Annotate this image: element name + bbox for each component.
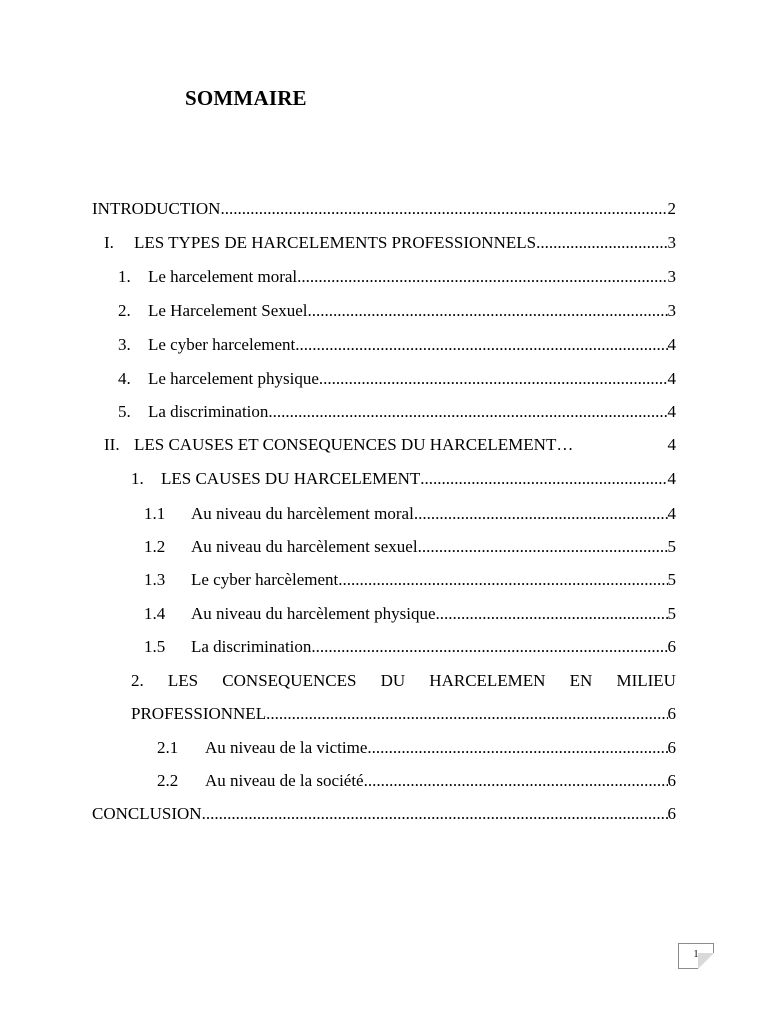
dot-leader xyxy=(338,568,667,592)
toc-page-number: 4 xyxy=(667,504,676,523)
toc-entry-part-1-item-5[interactable] xyxy=(118,400,676,424)
toc-page-number: 6 xyxy=(667,704,676,723)
dot-leader xyxy=(297,265,667,289)
footer-page-number-text: 1 xyxy=(693,949,699,960)
dot-leader xyxy=(266,702,667,726)
toc-label: Le Harcelement Sexuel xyxy=(148,301,308,320)
dot-leader xyxy=(414,502,668,526)
toc-number: 2.2 xyxy=(157,771,179,790)
toc-label-word: CONSEQUENCES xyxy=(222,671,357,690)
toc-label: Au niveau de la société xyxy=(205,771,364,790)
toc-page-number: 6 xyxy=(667,771,676,790)
toc-label: LES TYPES DE HARCELEMENTS PROFESSIONNELS xyxy=(134,233,537,252)
toc-entry-part-2-section-2[interactable] xyxy=(131,669,676,693)
toc-label: Au niveau du harcèlement sexuel xyxy=(191,537,418,556)
dot-leader xyxy=(220,197,667,221)
toc-page-number: 5 xyxy=(667,570,676,589)
toc-entry-part-1-item-4[interactable] xyxy=(118,367,676,391)
toc-label-word: EN xyxy=(569,671,593,690)
toc-number: 1.5 xyxy=(144,637,166,656)
toc-label: Le harcelement physique xyxy=(148,369,319,388)
toc-entry-part-1-item-1[interactable] xyxy=(118,265,676,289)
toc-page-number: 4 xyxy=(667,469,676,488)
dot-leader xyxy=(268,400,667,424)
toc-page-number: 6 xyxy=(667,637,676,656)
footer-page-number xyxy=(678,943,714,969)
toc-entry-1-3[interactable] xyxy=(144,568,676,592)
toc-label: PROFESSIONNEL xyxy=(131,704,267,723)
toc-entry-introduction[interactable] xyxy=(92,197,676,221)
toc-entry-1-1[interactable] xyxy=(144,502,676,526)
toc-page-number: 3 xyxy=(667,233,676,252)
dot-leader xyxy=(311,635,667,659)
toc-label-word: DU xyxy=(380,671,406,690)
toc-number: I. xyxy=(104,233,114,252)
toc-label: Le cyber harcelement xyxy=(148,335,296,354)
toc-entry-2-1[interactable] xyxy=(157,736,676,760)
toc-number: 1.1 xyxy=(144,504,166,523)
toc-label: LES CAUSES DU HARCELEMENT xyxy=(161,469,421,488)
toc-entry-part-1[interactable] xyxy=(104,231,676,255)
toc-entry-conclusion[interactable] xyxy=(92,802,676,826)
toc-number: 1.2 xyxy=(144,537,166,556)
toc-entry-2-2[interactable] xyxy=(157,769,676,793)
dot-leader xyxy=(536,231,667,255)
toc-entry-part-2-section-1[interactable] xyxy=(131,467,676,491)
toc-page-number: 4 xyxy=(667,435,676,454)
toc-number: 2.1 xyxy=(157,738,179,757)
toc-label: Le harcelement moral xyxy=(148,267,298,286)
toc-label: Au niveau du harcèlement physique xyxy=(191,604,436,623)
toc-page-number: 4 xyxy=(667,369,676,388)
toc-label-word: LES xyxy=(167,671,199,690)
dot-leader xyxy=(364,769,668,793)
dot-leader xyxy=(556,433,667,457)
toc-label-word: MILIEU xyxy=(616,671,676,690)
page-title: SOMMAIRE xyxy=(185,86,307,110)
toc-number: 4. xyxy=(118,369,131,388)
toc-entry-1-5[interactable] xyxy=(144,635,676,659)
toc-entry-1-2[interactable] xyxy=(144,535,676,559)
toc-page-number: 2 xyxy=(667,199,676,218)
toc-page-number: 5 xyxy=(667,604,676,623)
toc-number: 5. xyxy=(118,402,131,421)
toc-number: 1.4 xyxy=(144,604,166,623)
toc-page-number: 3 xyxy=(667,267,676,286)
toc-label: INTRODUCTION xyxy=(92,199,221,218)
toc-entry-part-2[interactable] xyxy=(104,433,676,457)
dot-leader xyxy=(202,802,668,826)
toc-number: 3. xyxy=(118,335,131,354)
toc-entry-1-4[interactable] xyxy=(144,602,676,626)
toc-label: LES CAUSES ET CONSEQUENCES DU HARCELEMENT xyxy=(134,435,557,454)
toc-label: Le cyber harcèlement xyxy=(191,570,339,589)
toc-label: CONCLUSION xyxy=(92,804,202,823)
toc-page-number: 5 xyxy=(667,537,676,556)
dot-leader xyxy=(418,535,668,559)
toc-label: La discrimination xyxy=(191,637,312,656)
dot-leader xyxy=(308,299,668,323)
toc-label: Au niveau du harcèlement moral xyxy=(191,504,414,523)
toc-page-number: 4 xyxy=(667,402,676,421)
toc-number: 1. xyxy=(118,267,131,286)
toc-number: II. xyxy=(104,435,120,454)
dot-leader xyxy=(367,736,667,760)
toc-entry-part-2-section-2-cont[interactable] xyxy=(131,702,676,726)
toc-label: La discrimination xyxy=(148,402,269,421)
toc-page-number: 6 xyxy=(667,738,676,757)
toc-label-word: HARCELEMEN xyxy=(429,671,546,690)
dot-leader xyxy=(436,602,668,626)
toc-number: 2. xyxy=(131,671,144,690)
toc-label: Au niveau de la victime xyxy=(205,738,368,757)
toc-entry-part-1-item-2[interactable] xyxy=(118,299,676,323)
toc-page-number: 6 xyxy=(667,804,676,823)
dot-leader xyxy=(319,367,668,391)
toc-page-number: 3 xyxy=(667,301,676,320)
toc-number: 2. xyxy=(118,301,131,320)
toc-entry-part-1-item-3[interactable] xyxy=(118,333,676,357)
toc-page-number: 4 xyxy=(667,335,676,354)
page-curl-icon xyxy=(698,953,714,969)
toc-number: 1. xyxy=(131,469,144,488)
toc-number: 1.3 xyxy=(144,570,166,589)
dot-leader xyxy=(420,467,667,491)
dot-leader xyxy=(295,333,667,357)
